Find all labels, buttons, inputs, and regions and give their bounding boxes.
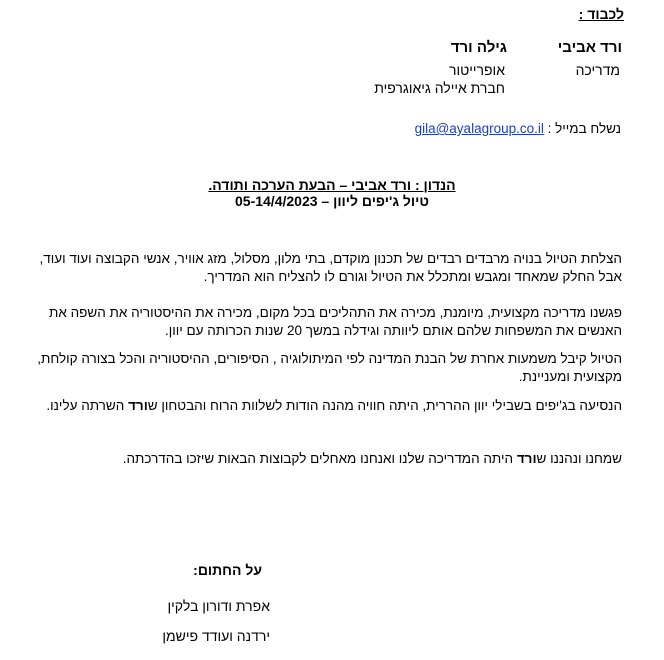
paragraph-5 (32, 450, 622, 468)
recipient-company: חברת איילה גיאוגרפית (374, 80, 505, 96)
signature-2: ירדנה ועודד פישמן (162, 628, 270, 644)
signature-1: אפרת ודורון בלקין (167, 598, 270, 614)
subject-line-2: טיול ג'יפים ליוון – 05-14/4/2023 (235, 193, 429, 209)
paragraph-5-end: היתה המדריכה שלנו ואנחנו מאחלים לקבוצות הבאות שיזכו בהדרכתה. (122, 451, 517, 466)
paragraph-2: פגשנו מדריכה מקצועית, מיומנת, מכירה את התהליכים בכל מקום, מכירה את ההיסטוריה את השפה את האנשים את המשפחות שלהם אותם ליוותה וגידלה במשך 20 שנות הכרותה עם יוון. (49, 305, 622, 338)
paragraph-3: הטיול קיבל משמעות אחרת של הבנת המדינה לפי המיתולוגיה , הסיפורים, ההיסטוריה והכל בצורה קולחת, מקצועית ומעניינת. (37, 351, 622, 384)
recipient-role-2: אופרייטור (449, 62, 505, 78)
subject-line-1-text: הנדון : ורד אביבי – הבעת הערכה ותודה. (208, 177, 456, 193)
email-link[interactable]: gila@ayalagroup.co.il (414, 121, 544, 136)
to-label: לכבוד : (578, 6, 624, 22)
paragraph-5-name: ורד (516, 451, 537, 466)
sent-by-label: נשלח במייל : (547, 121, 621, 136)
paragraph-4-name: ורד (128, 398, 148, 413)
paragraph-1: הצלחת הטיול בנויה מרבדים רבדים של תכנון מוקדם, בתי מלון, מסלול, מזג אוויר, אנשי הקבוצה ועוד ועוד, אבל החלק שמאחד ומגבש ומתכלל את הטיול וגורם לו להצליח הוא המדריך. (39, 251, 622, 284)
signatures-title: על החתום: (193, 562, 262, 578)
paragraph-4 (32, 397, 622, 415)
paragraph-4-end: השרתה עלינו. (46, 398, 129, 413)
recipient-role-1: מדריכה (575, 62, 620, 78)
subject-line-1 (0, 177, 664, 193)
recipient-name-1: ורד אביבי (557, 39, 622, 56)
recipient-name-2: גילה ורד (450, 39, 507, 56)
sent-by-email-line (415, 121, 621, 136)
paragraph-4-start: הנסיעה בג'יפים בשבילי יוון ההררית, היתה חוויה מהנה הודות לשלוות הרוח והבטחון ש (147, 398, 622, 413)
paragraph-5-start: שמחנו ונהננו ש (536, 451, 622, 466)
subject-block (0, 177, 664, 209)
